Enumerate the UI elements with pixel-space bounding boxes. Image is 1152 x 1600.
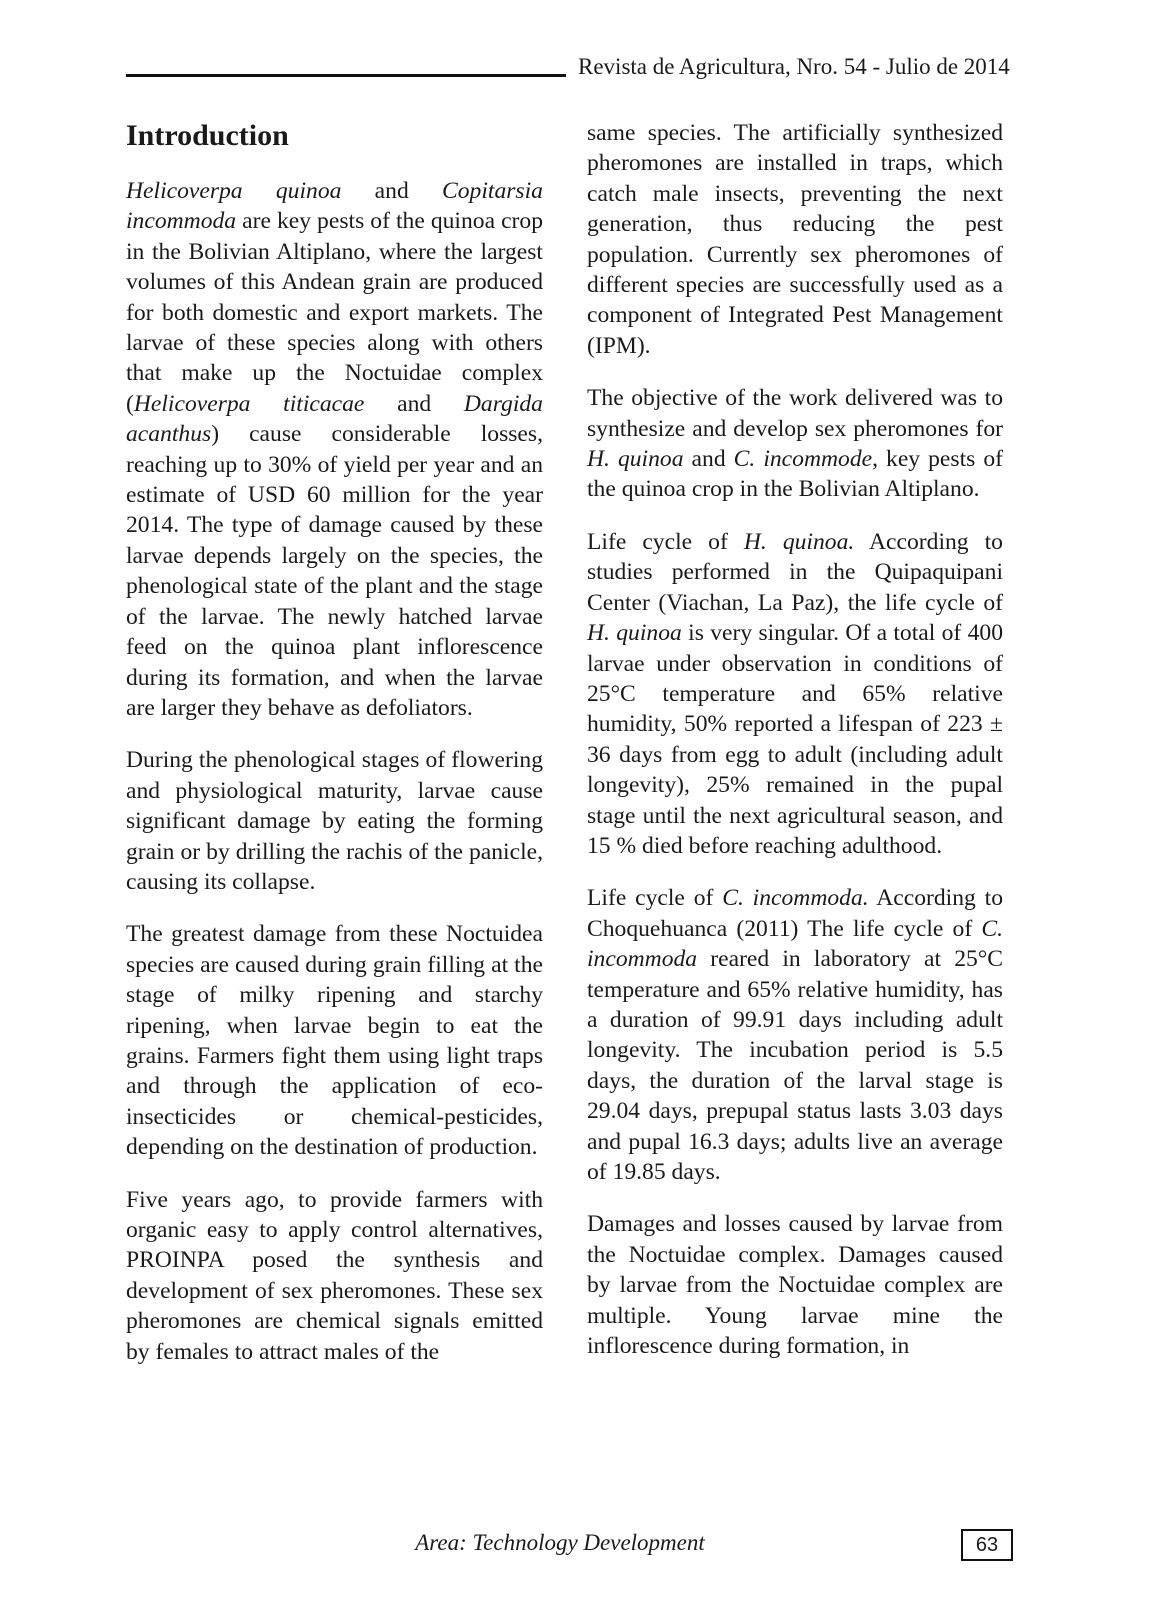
italic-text: Helicoverpa quinoa (126, 178, 342, 204)
text-run: Life cycle of (587, 885, 723, 912)
italic-text: C. incommoda (587, 915, 1003, 973)
text-run: , key pests of the quinoa crop in the Bolivian Altiplano. (587, 446, 1003, 503)
italic-text: H. quinoa (587, 446, 684, 473)
paragraph (126, 1185, 543, 1367)
text-run: Life cycle of (587, 528, 744, 555)
text-run: The greatest damage from these Noctuidea species are caused during grain filling at the stage of milky ripening and starchy ripening, when larvae begin to eat the grains. Farmers fight them using light traps and through the application of eco-insecticides or chemical-pesticides, depending on the destination of production. (126, 921, 543, 1161)
text-run: ) cause considerable losses, reaching up to 30% of yield per year and an estimate of USD 60 million for the year 2014. The type of damage caused by these larvae depends largely on the species, the phenological state of the plant and the stage of the larvae. The newly hatched larvae feed on the quinoa plant inflorescence during its formation, and when the larvae are larger they behave as defoliators. (126, 421, 543, 721)
paragraph (587, 1209, 1003, 1361)
paragraph (587, 527, 1003, 861)
italic-text: Copitarsia incommoda (126, 178, 543, 235)
footer-area: Area: Technology Development (415, 1530, 705, 1555)
text-run: and (341, 178, 443, 204)
paragraph (587, 118, 1003, 361)
italic-text: H. quinoa. (743, 528, 855, 555)
paragraph (126, 745, 543, 897)
text-run: same species. The artificially synthesized pheromones are installed in traps, which catch male insects, preventing the next generation, thus reducing the pest population. Currently sex pheromones of different species are successfully used as a component of Integrated Pest Management (IPM). (587, 120, 1003, 359)
italic-text: C. incommoda. (722, 885, 869, 912)
journal-title: Revista de Agricultura, Nro. 54 - Julio de 2014 (578, 54, 1010, 79)
paragraph (126, 176, 543, 723)
left-column (126, 118, 543, 1367)
text-run: During the phenological stages of flowering and physiological maturity, larvae cause significant damage by eating the forming grain or by drilling the rachis of the panicle, causing its collapse. (126, 747, 543, 895)
text-run: and (683, 446, 734, 473)
text-run: According to studies performed in the Quipaquipani Center (Viachan, La Paz), the life cycle of (587, 528, 1003, 616)
text-run: According to Choquehuanca (2011) The life cycle of (587, 885, 1003, 942)
text-run: The objective of the work delivered was to synthesize and develop sex pheromones for (587, 385, 1003, 442)
text-run: Five years ago, to provide farmers with organic easy to apply control alternatives, PROINPA posed the synthesis and development of sex pheromones. These sex pheromones are chemical signals emitted by females to attract males of the (126, 1186, 543, 1365)
italic-text: H. quinoa (587, 620, 682, 647)
section-heading: Introduction (126, 119, 289, 152)
header-rule (126, 74, 566, 77)
text-run: and (364, 390, 464, 417)
italic-text: C. incommode (733, 446, 873, 473)
paragraph (126, 919, 543, 1162)
text-run: Damages and losses caused by larvae from the Noctuidae complex. Damages caused by larvae from the Noctuidae complex are multiple. Young larvae mine the inflorescence during formation, in (587, 1211, 1003, 1360)
page-number: 63 (961, 1529, 1013, 1561)
italic-text: Dargida acanthus (126, 390, 543, 448)
italic-text: Helicoverpa titicacae (133, 390, 365, 417)
text-run: is very singular. Of a total of 400 larvae under observation in conditions of 25°C temperature and 65% relative humidity, 50% reported a lifespan of 223 ± 36 days from egg to adult (including adult longevity), 25% remained in the pupal stage until the next agricultural season, and 15 % died before reaching adulthood. (587, 620, 1004, 859)
right-column (587, 118, 1003, 1361)
text-run: reared in laboratory at 25°C temperature and 65% relative humidity, has a duration of 99.91 days including adult longevity. The incubation period is 5.5 days, the duration of the larval stage is 29.04 days, prepupal status lasts 3.03 days and pupal 16.3 days; adults live an average of 19.85 days. (587, 946, 1003, 1185)
paragraph (587, 383, 1003, 505)
paragraph (587, 883, 1003, 1187)
text-run: are key pests of the quinoa crop in the Bolivian Altiplano, where the largest volumes of this Andean grain are produced for both domestic and export markets. The larvae of these species along with others that make up the Noctuidae complex ( (126, 208, 543, 417)
